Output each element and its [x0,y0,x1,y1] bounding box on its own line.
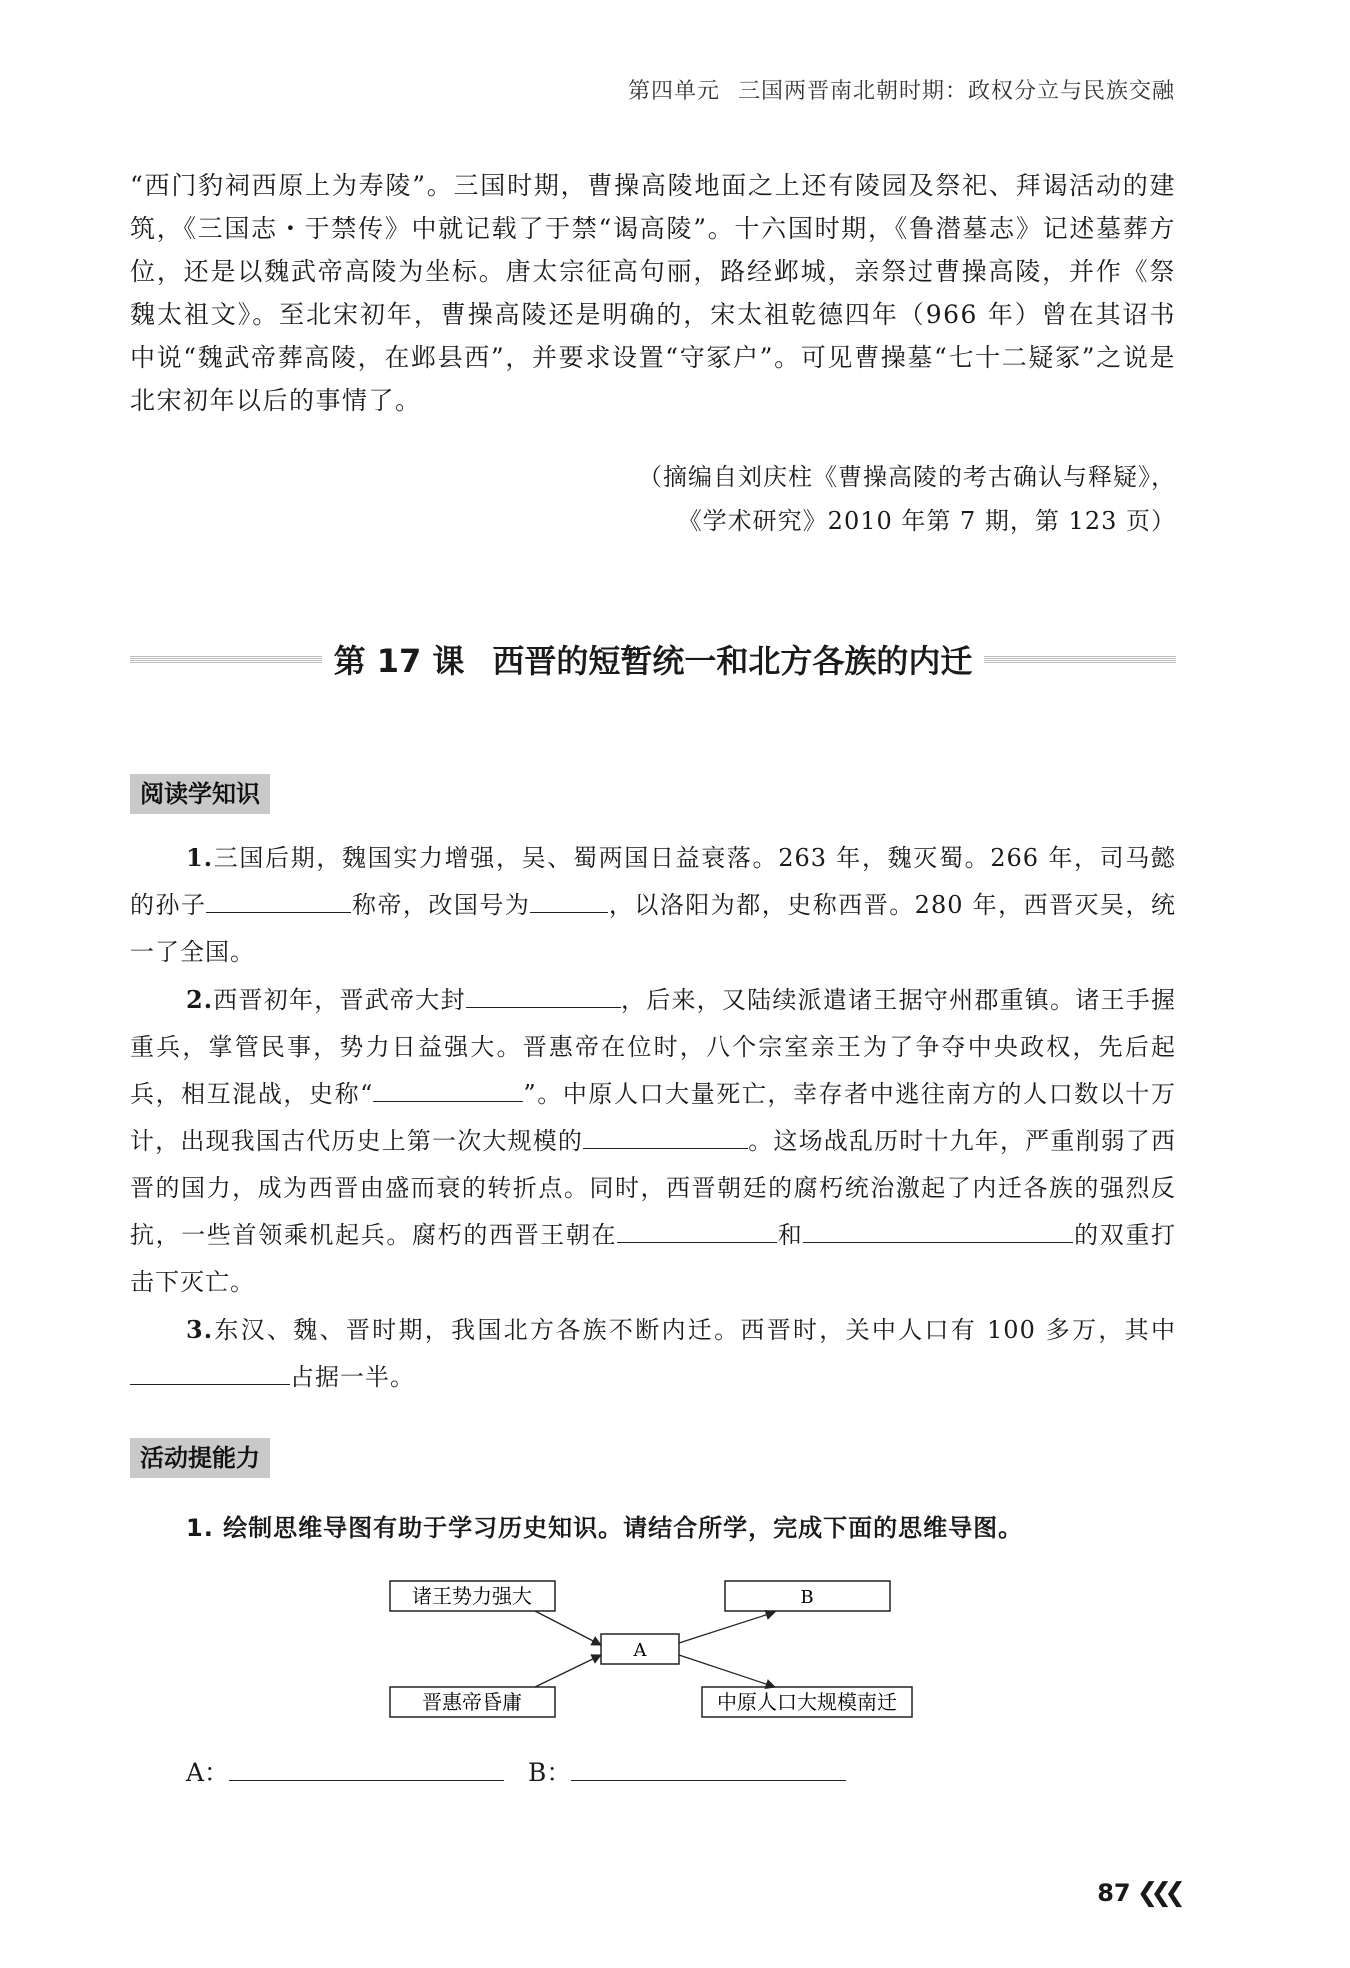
mind-box-top-left-label: 诸王势力强大 [412,1584,532,1608]
reading-questions [130,834,1176,1401]
lesson-number: 第 17 课 [333,642,465,680]
answer-a-blank[interactable] [229,1752,504,1781]
question-3 [130,1306,1176,1401]
question-number: 3. [186,1315,214,1344]
page-number [1097,1878,1178,1908]
source-citation-line2: 《学术研究》2010 年第 7 期，第 123 页） [677,507,1176,535]
lesson-name: 西晋的短暂统一和北方各族的内迁 [492,642,973,680]
mind-arrow [679,1612,775,1643]
answer-b-blank[interactable] [571,1752,846,1781]
question-text: ”。中原人口大量死亡，幸存者中逃往南方的人口数以十万计，出现我国古代历史上第一次大规模的 [130,1080,1176,1155]
header-unit: 第四单元 [627,79,720,104]
question-text: 西晋初年，晋武帝大封 [213,986,466,1014]
section-label-activity: 活动提能力 [130,1438,270,1478]
question-1 [130,834,1176,976]
question-text: 。这场战乱历时十九年，严重削弱了西晋的国力，成为西晋由盛而衰的转折点。同时，西晋朝廷的腐朽统治激起了内迁各族的强烈反抗，一些首领乘机起兵。腐朽的西晋王朝在 [130,1127,1177,1249]
mind-arrow [535,1611,601,1645]
question-text: 的双重打击下灭亡。 [130,1221,1177,1296]
question-number: 1. [186,843,214,872]
answer-b-label: B： [528,1758,572,1787]
activity-task-1: 1. 绘制思维导图有助于学习历史知识。请结合所学，完成下面的思维导图。 [186,1514,1024,1542]
question-text: 东汉、魏、晋时期，我国北方各族不断内迁。西晋时，关中人口有 100 多万，其中 [213,1316,1176,1344]
reading-excerpt [130,164,1176,422]
fill-blank[interactable] [803,1212,1073,1243]
question-text: ，以洛阳为都，史称西晋。280 年，西晋灭吴，统一了全国。 [130,891,1177,966]
mind-arrow [535,1655,601,1687]
answer-a [186,1752,504,1789]
question-text: ，后来，又陆续派遣诸王据守州郡重镇。诸王手握重兵，掌管民事，势力日益强大。晋惠帝在位时，八个宗室亲王为了争夺中央政权，先后起兵，相互混战，史称“ [130,986,1177,1108]
excerpt-paragraph: “西门豹祠西原上为寿陵”。三国时期，曹操高陵地面之上还有陵园及祭祀、拜谒活动的建筑，《三国志・于禁传》中就记载了于禁“谒高陵”。十六国时期，《鲁潜墓志》记述墓葬方位，还是以魏武帝高陵为坐标。唐太宗征高句丽，路经邺城，亲祭过曹操高陵，并作《祭魏太祖文》。至北宋初年，曹操高陵还是明确的，宋太祖乾德四年（966 年）曾在其诏书中说“魏武帝葬高陵，在邺县西”，并要求设置“守冢户”。可见曹操墓“七十二疑冢”之说是北宋初年以后的事情了。 [130,171,1176,415]
mind-map [380,1575,940,1725]
fill-blank[interactable] [206,882,351,913]
question-text: 和 [777,1221,804,1249]
mind-box-bottom-right-label: 中原人口大规模南迁 [717,1690,897,1714]
mind-box-center-label: A [633,1640,647,1661]
mind-box-bottom-left-label: 晋惠帝昏庸 [422,1690,522,1714]
fill-blank[interactable] [130,1354,290,1385]
question-text: 占据一半。 [290,1363,415,1391]
question-2 [130,976,1176,1306]
fill-blank[interactable] [530,882,608,913]
heading-rule-left [130,655,322,663]
page-number-text: 87 [1097,1879,1131,1907]
answer-a-label: A： [186,1758,230,1787]
mind-arrow [679,1655,775,1687]
heading-rule-right [984,655,1176,663]
chevron-left-icon: ❮❮❮ [1136,1878,1178,1908]
section-label-reading: 阅读学知识 [130,774,270,814]
lesson-title [322,636,985,682]
answer-b [528,1752,846,1789]
fill-blank[interactable] [373,1071,523,1102]
question-text: 三国后期，魏国实力增强，吴、蜀两国日益衰落。263 年，魏灭蜀。266 年，司马懿的孙子 [130,844,1176,919]
mind-box-top-right-label: B [800,1587,814,1608]
running-header [610,74,1175,105]
fill-blank[interactable] [583,1118,748,1149]
fill-blank[interactable] [466,977,621,1008]
fill-blank[interactable] [617,1212,777,1243]
question-text: 称帝，改国号为 [351,891,531,919]
question-number: 2. [186,985,214,1014]
source-citation-line1: （摘编自刘庆柱《曹操高陵的考古确认与释疑》， [638,463,1176,491]
lesson-heading [130,638,1176,680]
header-title: 三国两晋南北朝时期：政权分立与民族交融 [737,79,1175,104]
